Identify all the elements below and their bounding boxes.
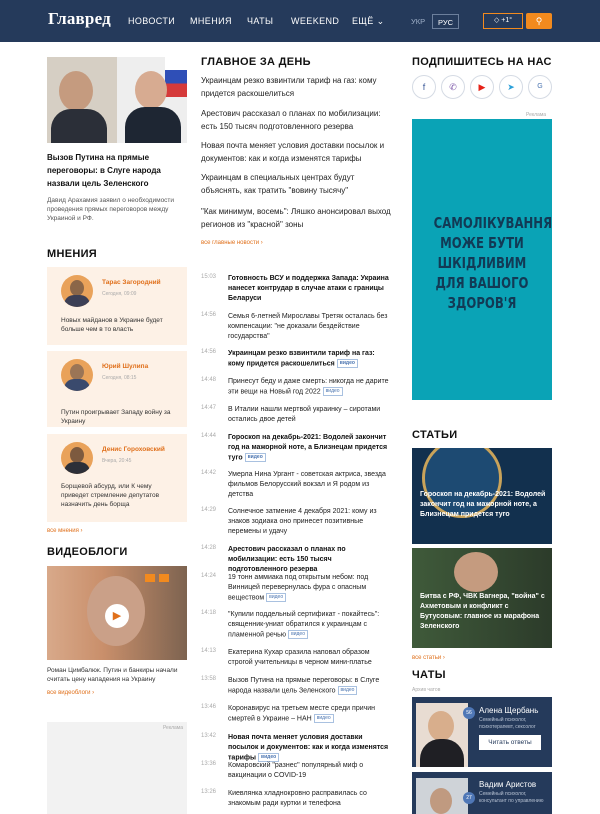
nav-opinions[interactable]: МНЕНИЯ [190,16,232,26]
chats-archive-link[interactable]: Архив чатов [412,687,441,693]
site-logo[interactable]: Главред [48,9,111,28]
person-left [59,71,93,111]
chats-heading: ЧАТЫ [412,669,446,681]
video-badge: видео [314,714,334,723]
video-badge: видео [288,630,308,639]
ad-label: Реклама [526,112,547,118]
avatar [61,442,93,474]
video-badge: видео [337,359,358,368]
lang-ukr[interactable]: УКР [411,17,426,26]
ad-text: САМОЛІКУВАННЯ МОЖЕ БУТИ ШКІДЛИВИМ ДЛЯ ВАШОГО ЗДОРОВ'Я [433,214,553,312]
top-bar [0,0,600,42]
main-news-item[interactable]: Новая почта меняет условия доставки посылок и документов: как и когда изменятся тарифы [201,141,385,163]
chat-desc: Семейный психолог, консультант по управлению [479,791,544,804]
opinion-date: Сегодня, 08:15 [102,375,137,381]
lead-image[interactable] [47,57,187,143]
chat-card[interactable] [412,697,552,767]
main-news-item[interactable]: Украинцам резко взвинтили тариф на газ: кому придется раскошелиться [201,76,377,98]
play-icon[interactable]: ▶ [105,604,129,628]
chat-desc: Семейный психолог, психотерапевт, сексолог [479,717,536,730]
nav-more[interactable]: ЕЩЁ ⌄ [352,16,385,26]
all-videoblogs-link[interactable]: все видеоблоги › [47,690,95,696]
opinion-text[interactable]: Новых майданов в Украине будет больше чем в то власть [61,317,163,333]
chat-count-badge: 27 [463,792,475,804]
person [454,552,498,592]
person-right [135,71,167,109]
videoblogs-heading: ВИДЕОБЛОГИ [47,546,128,558]
viber-icon[interactable]: ✆ [441,75,465,99]
chat-photo [416,703,468,767]
video-badge: видео [323,387,343,396]
opinion-card[interactable] [47,434,187,522]
video-badge: видео [338,686,358,695]
main-news-item[interactable]: Арестович рассказал о планах по мобилизации: есть 150 тысяч подготовленного резерва [201,109,381,131]
article-card[interactable]: Гороскоп на декабрь-2021: Водолей закончит год на мажорной ноте, а Близнецам придется туго [412,448,552,544]
opinions-heading: МНЕНИЯ [47,248,98,260]
avatar [61,275,93,307]
ad-banner[interactable] [412,119,552,400]
articles-heading: СТАТЬИ [412,429,458,441]
search-button[interactable] [526,13,552,29]
lang-rus[interactable]: РУС [432,14,459,29]
avatar [61,359,93,391]
all-opinions-link[interactable]: все мнения › [47,528,83,534]
chevron-down-icon: ⌄ [376,16,385,26]
youtube-icon[interactable]: ▶ [470,75,494,99]
subscribe-heading: ПОДПИШИТЕСЬ НА НАС [412,56,552,68]
chat-name[interactable]: Вадим Аристов [479,780,537,789]
all-articles-link[interactable]: все статьи › [412,655,445,661]
chat-count-badge: 56 [463,707,475,719]
chat-name[interactable]: Алена Щербань [479,706,539,715]
opinion-text[interactable]: Борщевой абсурд, или К чему приведет стремление депутатов назначить день борща [61,483,160,508]
read-answers-button[interactable]: Читать ответы [479,735,541,750]
opinion-card[interactable] [47,351,187,427]
opinion-card[interactable] [47,267,187,345]
nav-news[interactable]: НОВОСТИ [128,16,176,26]
weather-widget[interactable]: ◇ +1° [483,13,523,29]
video-thumbnail[interactable] [47,566,187,660]
google-news-icon[interactable]: G [528,75,552,99]
video-badge: видео [245,453,266,462]
weather-icon: ◇ [493,17,502,24]
facebook-icon[interactable]: f [412,75,436,99]
opinion-text[interactable]: Путин проигрывает Западу войну за Украину [61,409,171,425]
chat-card[interactable] [412,772,552,814]
main-news-item[interactable]: "Как минимум, восемь": Ляшко анонсировал выход регионов из "красной" зоны [201,207,391,229]
flag [165,57,187,97]
opinion-date: Вчера, 20:45 [102,458,132,464]
video-badge: видео [266,593,286,602]
video-badge: видео [258,753,279,762]
opinion-date: Сегодня, 09:09 [102,291,137,297]
videoblog-title[interactable]: Роман Цимбалюк. Путин и банкиры начали считать цену нападения на Украину [47,667,178,683]
opinion-author[interactable]: Юрий Шулипа [102,363,149,370]
main-heading: ГЛАВНОЕ ЗА ДЕНЬ [201,56,311,68]
telegram-icon[interactable]: ➤ [499,75,523,99]
chat-photo [416,778,468,814]
all-main-news-link[interactable]: все главные новости › [201,240,263,246]
lead-text: Давид Арахамия заявил о необходимости проведения прямых переговоров между Украиной и РФ. [47,197,175,222]
lead-title[interactable]: Вызов Путина на прямые переговоры: в Слуге народа назвали цель Зеленского [47,153,161,188]
nav-weekend[interactable]: WEEKEND [291,16,340,26]
article-card[interactable]: Битва с РФ, ЧВК Вагнера, "война" с Ахметовым и конфликт с Бутусовым: главное из марафона Зеленского [412,548,552,648]
left-ad: Реклама [47,722,187,814]
search-icon: ⚲ [535,16,543,26]
opinion-author[interactable]: Денис Гороховский [102,446,165,453]
main-news-item[interactable]: Украинцам в специальных центрах будут объяснять, как тратить "вовину тысячу" [201,173,355,195]
nav-chats[interactable]: ЧАТЫ [247,16,274,26]
opinion-author[interactable]: Тарас Загородний [102,279,161,286]
